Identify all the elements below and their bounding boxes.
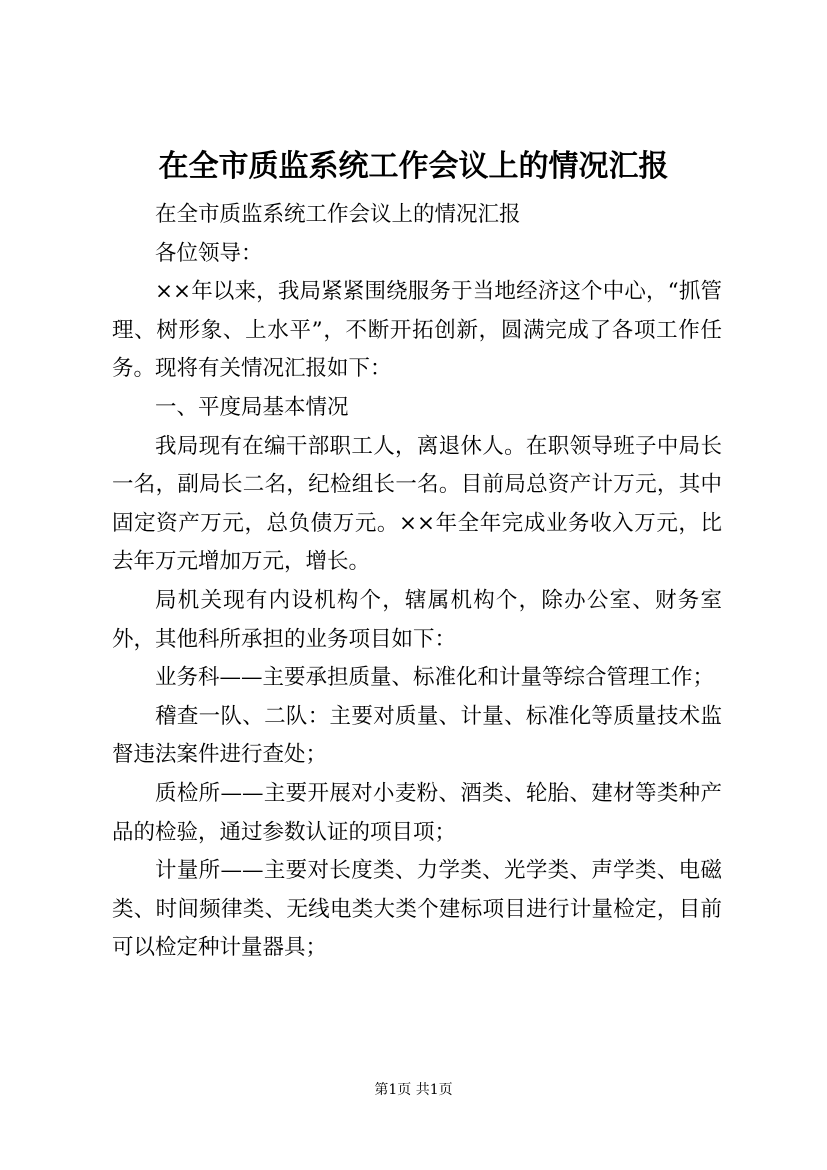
- paragraph-staff-assets: 我局现有在编干部职工人，离退休人。在职领导班子中局长一名，副局长二名，纪检组长一名。目前局总资产计万元，其中固定资产万元，总负债万元。××年全年完成业务收入万元，比去年万元增加万元，增长。: [112, 433, 722, 575]
- paragraph-organization: 局机关现有内设机构个，辖属机构个，除办公室、财务室外，其他科所承担的业务项目如下：: [112, 587, 722, 652]
- paragraph-intro: ××年以来，我局紧紧围绕服务于当地经济这个中心，“抓管理、树形象、上水平”，不断开拓创新，圆满完成了各项工作任务。现将有关情况汇报如下：: [112, 279, 722, 382]
- page-footer: 第1页 共1页: [374, 1082, 453, 1098]
- paragraph-inspection-teams: 稽查一队、二队：主要对质量、计量、标准化等质量技术监督违法案件进行查处；: [112, 703, 722, 768]
- paragraph-metrology-lab: 计量所——主要对长度类、力学类、光学类、声学类、电磁类、时间频律类、无线电类大类个建标项目进行计量检定，目前可以检定种计量器具；: [112, 858, 722, 961]
- paragraph-subtitle: 在全市质监系统工作会议上的情况汇报: [155, 202, 521, 227]
- paragraph-salutation: 各位领导：: [155, 240, 263, 266]
- paragraph-business-dept: 业务科——主要承担质量、标准化和计量等综合管理工作；: [155, 665, 715, 691]
- document-title: 在全市质监系统工作会议上的情况汇报: [158, 149, 669, 184]
- document-body: [112, 196, 722, 968]
- paragraph-section-heading: 一、平度局基本情况: [155, 394, 349, 420]
- paragraph-quality-lab: 质检所——主要开展对小麦粉、酒类、轮胎、建材等类种产品的检验，通过参数认证的项目项；: [112, 780, 722, 845]
